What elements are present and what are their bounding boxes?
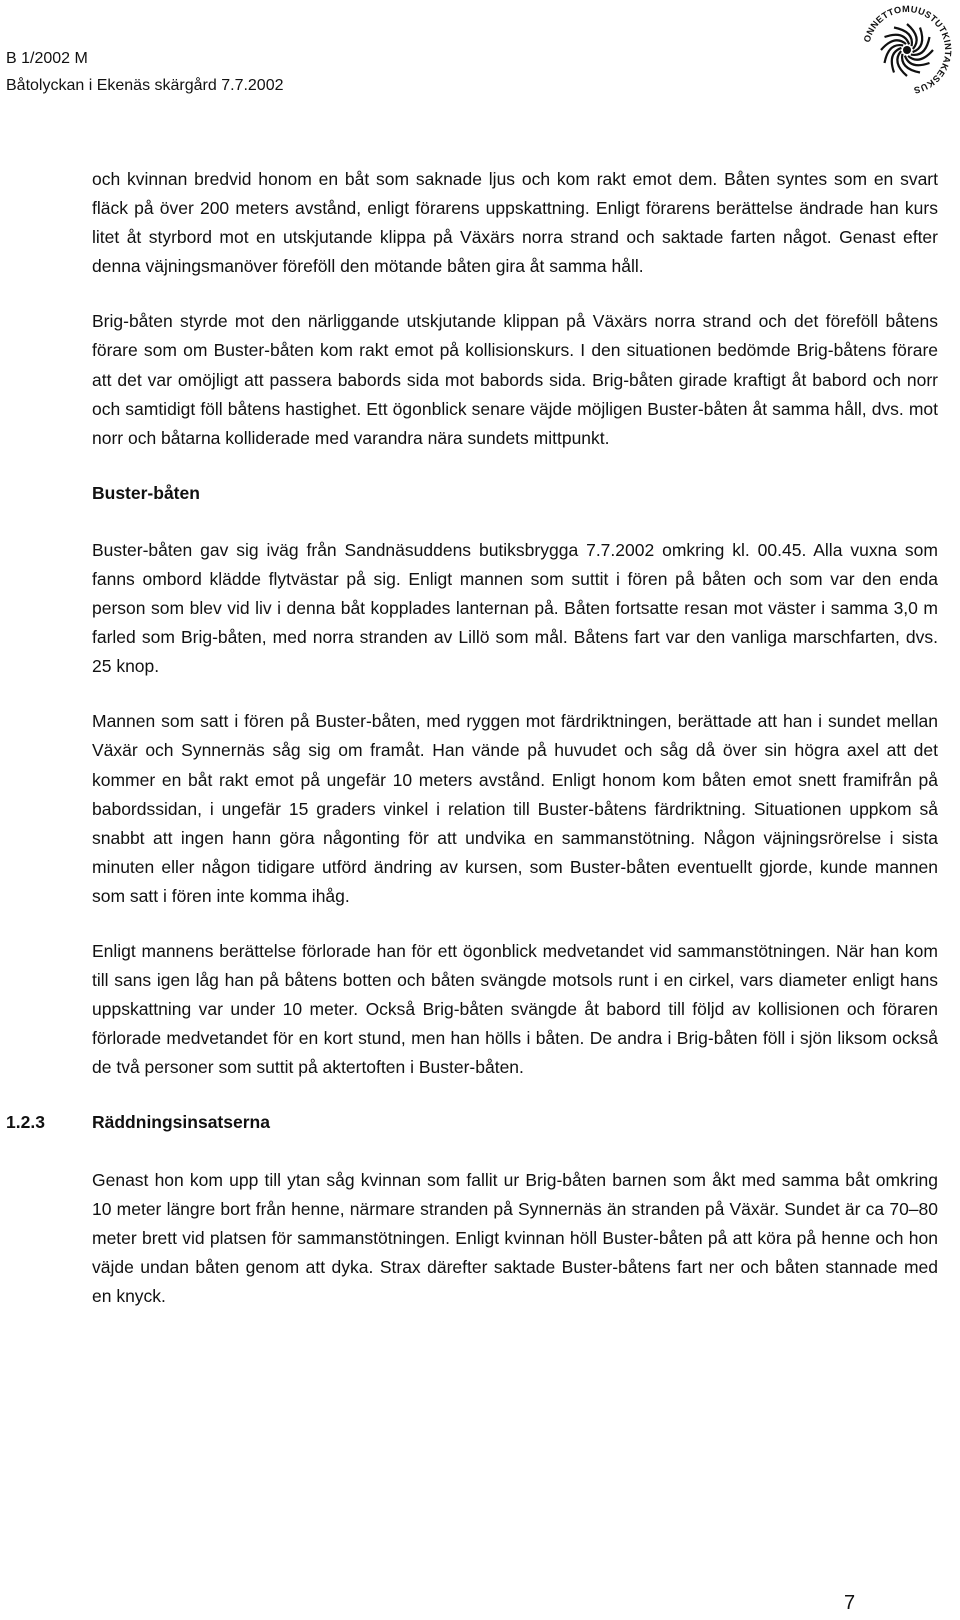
- seal-text: ONNETTOMUUSTUTKINTAKESKUS: [861, 3, 954, 96]
- paragraph: Mannen som satt i fören på Buster-båten, med ryggen mot färdriktningen, berättade att han i sundet mellan Växär och Synnernäs såg sig om framåt. Han vände på huvudet och såg då över sin högra axel att det kommer en båt rakt emot på ungefär 10 meters avstånd. Enligt honom kom båten emot snett framifrån på babordssidan, i ungefär 15 graders vinkel i relation till Buster-båtens färdriktning. Situationen uppkom så snabbt att ingen hann göra någonting för att undvika en sammanstötning. Någon väjningsrörelse i sista minuten eller någon tidigare utförd ändring av kursen, som Buster-båten eventuellt gjorde, kunde mannen som satt i fören inte komma ihåg.: [92, 711, 938, 906]
- subheading-buster: Buster-båten: [92, 482, 200, 503]
- report-id: B 1/2002 M: [6, 50, 88, 67]
- page-number: 7: [844, 1592, 856, 1614]
- document-body: [6, 165, 938, 1337]
- paragraph: Genast hon kom upp till ytan såg kvinnan som fallit ur Brig-båten barnen som åkt med samma båt omkring 10 meter längre bort från henne, närmare stranden på Synnernäs än stranden på Växär. Sundet är ca 70–80 meter brett vid platsen för sammanstötningen. Enligt kvinnan höll Buster-båten på att köra på henne och hon väjde undan båten genom att dyka. Strax därefter saktade Buster-båtens fart ner och båten stannade med en knyck.: [92, 1169, 938, 1306]
- report-subtitle: Båtolyckan i Ekenäs skärgård 7.7.2002: [6, 77, 284, 94]
- paragraph: Buster-båten gav sig iväg från Sandnäsuddens butiksbrygga 7.7.2002 omkring kl. 00.45. Alla vuxna som fanns ombord klädde flytvästar på sig. Enligt mannen som suttit i fören på båten och som var den enda person som blev vid liv i denna båt kopplades lanternan på. Båten fortsatte resan mot väster i samma 3,0 m farled som Brig-båten, med norra stranden av Lillö som mål. Båtens fart var den vanliga marschfarten, dvs. 25 knop.: [92, 539, 938, 677]
- section-heading: [6, 1108, 938, 1137]
- section-number: 1.2.3: [6, 1112, 45, 1133]
- paragraph: och kvinnan bredvid honom en båt som saknade ljus och kom rakt emot dem. Båten syntes som en svart fläck på över 200 meters avstånd, enligt förarens uppskattning. Enligt förarens berättelse ändrade han kurs litet åt styrbord mot en utskjutande klippa på Växärs norra strand och saktade farten något. Genast efter denna väjningsmanöver föreföll den mötande båten gira åt samma håll.: [92, 169, 938, 277]
- section-title: Räddningsinsatserna: [92, 1112, 270, 1133]
- paragraph: Brig-båten styrde mot den närliggande utskjutande klippan på Växärs norra strand och det föreföll båtens förare som om Buster-båten kom rakt emot på kollisionskurs. I den situationen bedömde Brig-båtens förare att det var omöjligt att passera babords sida mot babords sida. Brig-båten girade kraftigt åt babord och norr och samtidigt föll båtens hastighet. Ett ögonblick senare väjde möjligen Buster-båten åt samma håll, dvs. mot norr och båtarna kolliderade med varandra nära sundets mittpunkt.: [92, 311, 938, 448]
- seal-icon: [857, 0, 957, 100]
- paragraph: Enligt mannens berättelse förlorade han för ett ögonblick medvetandet vid sammanstötningen. När han kom till sans igen låg han på båtens botten och båten svängde motsols runt i en cirkel, vars diameter enligt hans uppskattning var under 10 meter. Också Brig-båten svängde åt babord till följd av kollisionen och föraren förlorade medvetandet för en kort stund, men han hölls i båten. De andra i Brig-båten föll i sjön liksom också de två personer som suttit på aktertoften i Buster-båten.: [92, 940, 938, 1078]
- page-header: [6, 45, 284, 99]
